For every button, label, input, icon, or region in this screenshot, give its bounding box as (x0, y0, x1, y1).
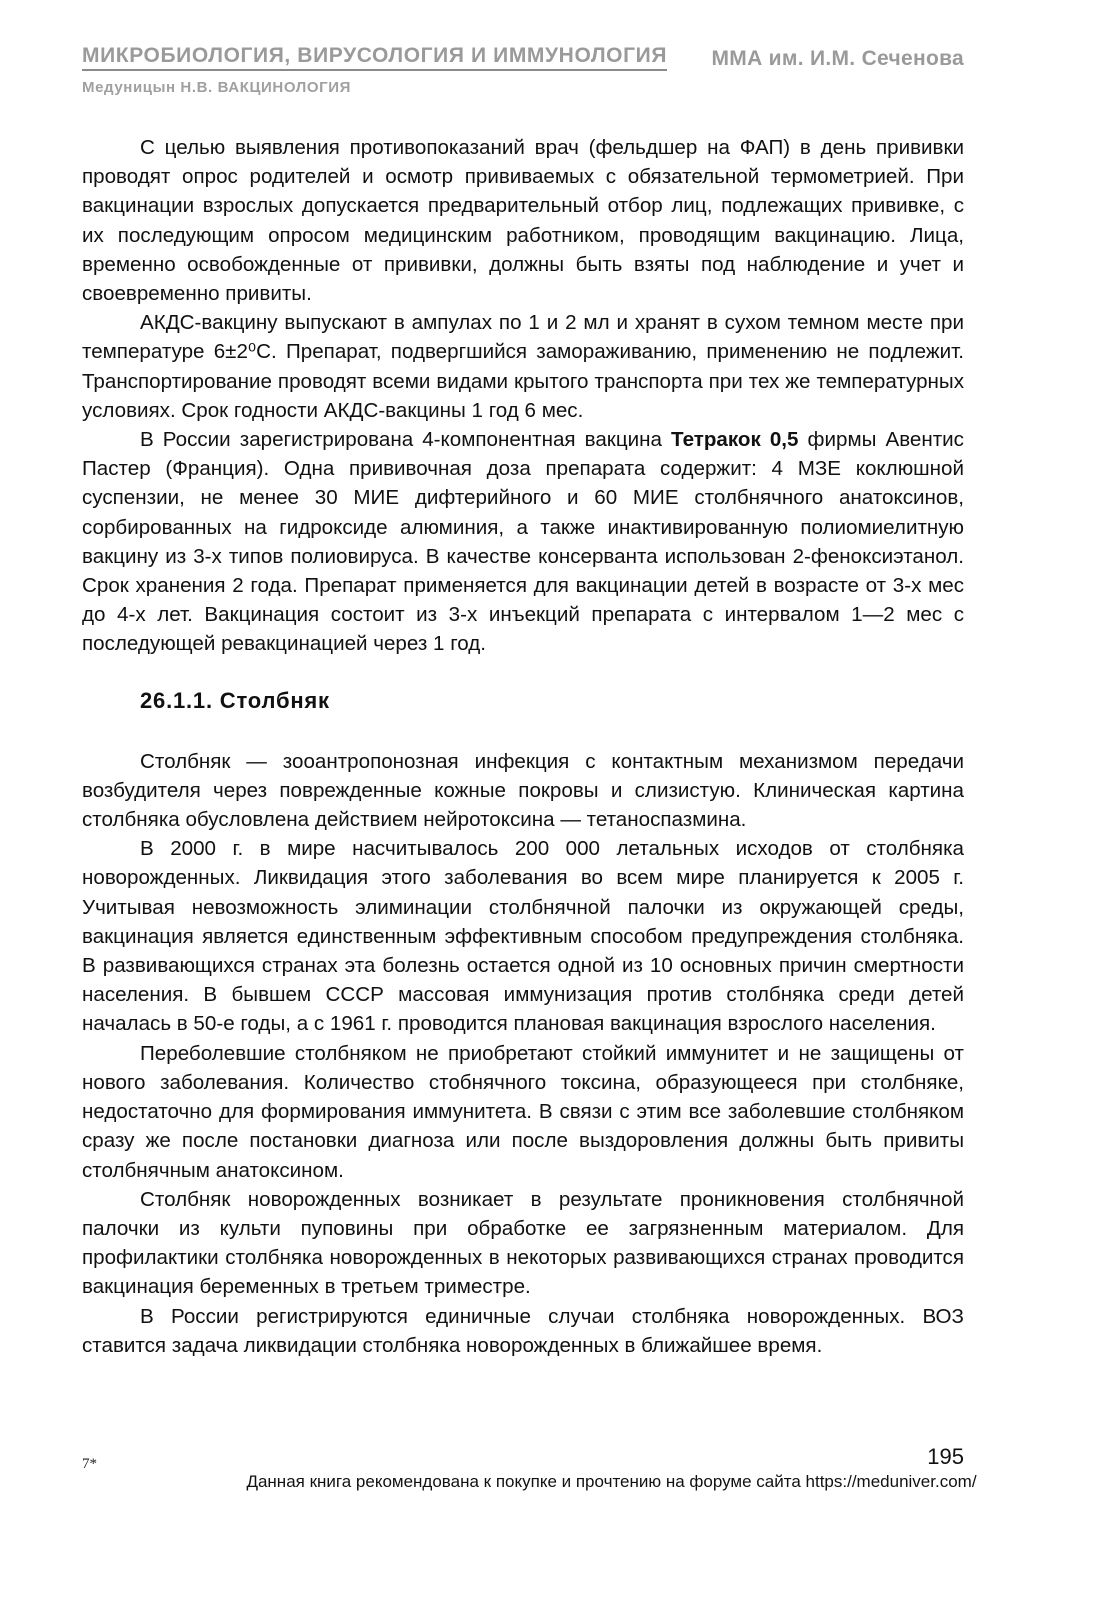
page-number: 195 (927, 1444, 964, 1469)
paragraph-akds-storage: АКДС-вакцину выпускают в ампулах по 1 и 2 мл и хранят в сухом темном месте при температуре 6±2⁰С. Препарат, подвергшийся замораживанию, применению не подлежит. Транспортирование проводят всеми видами крытого транспорта при тех же температурных условиях. Срок годности АКДС-вакцины 1 год 6 мес. (82, 311, 964, 422)
series-title: МИКРОБИОЛОГИЯ, ВИРУСОЛОГИЯ И ИММУНОЛОГИЯ (82, 44, 667, 71)
tetrakok-vaccine-name: Тетракок 0,5 (671, 428, 799, 452)
section-heading-tetanus: 26.1.1. Столбняк (140, 687, 330, 713)
footer-note: Данная книга рекомендована к покупке и прочтению на форуме сайта https://meduniver.com/ (246, 1472, 977, 1491)
body-text (82, 133, 964, 1360)
tetrakok-text-end: фирмы Авентис Пастер (Франция). Одна прививочная доза препарата содержит: 4 МЗЕ коклюшной суспензии, не менее 30 МИЕ дифтерийного и 60 МИЕ столбнячного анатоксинов, сорбированных на гидроксиде алюминия, а также инактивированную полиомиелитную вакцину из 3-х типов полиовируса. В качестве консерванта использован 2-феноксиэтанол. Срок хранения 2 года. Препарат применяется для вакцинации детей в возрасте от 3-х мес до 4-х лет. Вакцинация состоит из 3-х инъекций препарата с интервалом 1—2 мес с последующей ревакцинацией через 1 год. (82, 428, 964, 656)
paragraph-tetrakok (82, 425, 964, 659)
book-author-title: Медуницын Н.В. ВАКЦИНОЛОГИЯ (82, 79, 351, 96)
running-head-top-line (82, 44, 964, 71)
paragraph-tetanus-statistics: В 2000 г. в мире насчитывалось 200 000 летальных исходов от столбняка новорожденных. Ликвидация этого заболевания во всем мире планируется к 2005 г. Учитывая невозможность элиминации столбнячной палочки из окружающей среды, вакцинация является единственным эффективным способом предупреждения столбняка. В развивающихся странах эта болезнь остается одной из 10 основных причин смертности населения. В бывшем СССР массовая иммунизация против столбняка среди детей началась в 50-е годы, а с 1961 г. проводится плановая вакцинация взрослого населения. (82, 837, 964, 1036)
paragraph-tetanus-immunity: Переболевшие столбняком не приобретают стойкий иммунитет и не защищены от нового заболевания. Количество стобнячного токсина, образующееся при столбняке, недостаточно для формирования иммунитета. В связи с этим все заболевшие столбняком сразу же после постановки диагноза или после выздоровления должны быть привиты столбнячным анатоксином. (82, 1041, 964, 1182)
running-head (82, 44, 964, 96)
tetrakok-text-start: В России зарегистрирована 4-компонентная вакцина (140, 428, 672, 452)
paragraph-neonatal-tetanus: Столбняк новорожденных возникает в результате проникновения столбнячной палочки из культи пуповины при обработке ее загрязненным материалом. Для профилактики столбняка новорожденных в некоторых развивающихся странах проводится вакцинация беременных в третьем триместре. (82, 1187, 964, 1299)
paragraph-contraindications: С целью выявления противопоказаний врач (фельдшер на ФАП) в день прививки проводят опрос родителей и осмотр прививаемых с обязательной термометрией. При вакцинации взрослых допускается предварительный отбор лиц, подлежащих прививке, с их последующим опросом медицинским работником, проводящим вакцинацию. Лица, временно освобожденные от прививки, должны быть взяты под наблюдение и учет и своевременно привиты. (82, 136, 964, 306)
paragraph-tetanus-definition: Столбняк — зооантропонозная инфекция с контактным механизмом передачи возбудителя через поврежденные кожные покровы и слизистую. Клиническая картина столбняка обусловлена действием нейротоксина — тетаноспазмина. (82, 749, 964, 832)
paragraph-russia-cases: В России регистрируются единичные случаи столбняка новорожденных. ВОЗ ставится задача ликвидации столбняка новорожденных в ближайшее время. (82, 1304, 964, 1357)
institution-name: ММА им. И.М. Сеченова (711, 47, 964, 70)
signature-mark: 7* (82, 1456, 97, 1472)
